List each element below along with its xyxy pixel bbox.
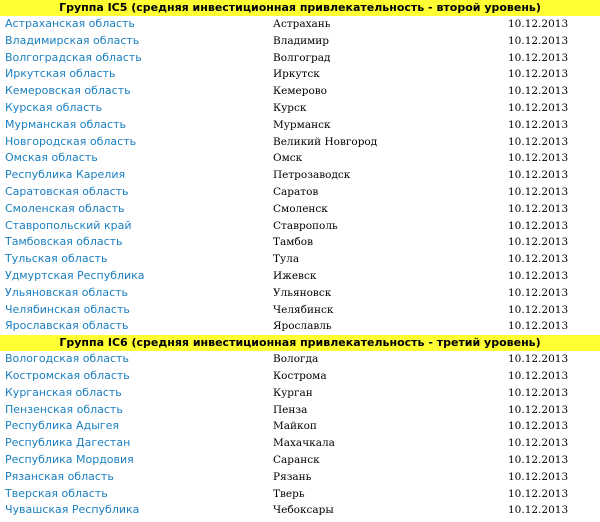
- date-cell: 10.12.2013: [508, 202, 569, 215]
- table-row: [0, 302, 600, 319]
- region-link[interactable]: Смоленская область: [5, 201, 125, 215]
- table-row: [0, 452, 600, 469]
- city-cell: Астрахань: [273, 18, 331, 30]
- city-cell: Тула: [273, 253, 300, 266]
- date-cell: 10.12.2013: [508, 219, 569, 232]
- city-cell: Вологда: [273, 353, 319, 366]
- table-row: [0, 351, 600, 368]
- region-link[interactable]: Иркутская область: [5, 67, 116, 81]
- table-row: [0, 117, 600, 134]
- table-row: [0, 418, 600, 435]
- city-cell: Владимир: [273, 34, 329, 47]
- region-link[interactable]: Ставропольский край: [5, 218, 132, 232]
- city-cell: Кострома: [273, 369, 327, 382]
- table-row: [0, 201, 600, 218]
- region-link[interactable]: Волгоградская область: [5, 50, 142, 64]
- date-cell: 10.12.2013: [508, 68, 569, 81]
- region-link[interactable]: Республика Адыгея: [5, 419, 119, 433]
- date-cell: 10.12.2013: [508, 470, 569, 483]
- city-cell: Ставрополь: [273, 219, 338, 232]
- date-cell: 10.12.2013: [508, 453, 569, 466]
- date-cell: 10.12.2013: [508, 169, 569, 182]
- region-link[interactable]: Курганская область: [5, 385, 122, 399]
- table-row: [0, 486, 600, 503]
- table-row: [0, 318, 600, 335]
- city-cell: Волгоград: [273, 51, 331, 64]
- table-row: [0, 385, 600, 402]
- region-link[interactable]: Омская область: [5, 151, 98, 165]
- date-cell: 10.12.2013: [508, 303, 569, 316]
- date-cell: 10.12.2013: [508, 504, 569, 517]
- region-link[interactable]: Чувашская Республика: [5, 503, 140, 517]
- table-row: [0, 33, 600, 50]
- table-row: [0, 234, 600, 251]
- table-row: [0, 368, 600, 385]
- date-cell: 10.12.2013: [508, 320, 569, 333]
- table-row: [0, 100, 600, 117]
- date-cell: 10.12.2013: [508, 118, 569, 131]
- city-cell: Пенза: [273, 403, 308, 416]
- table-row: [0, 50, 600, 67]
- city-cell: Иркутск: [273, 68, 320, 81]
- group-header-ic5: Группа IC5 (средняя инвестиционная привлекательность - второй уровень): [0, 0, 600, 16]
- group-header-ic6: Группа IC6 (средняя инвестиционная привлекательность - третий уровень): [0, 335, 600, 351]
- region-link[interactable]: Республика Мордовия: [5, 452, 134, 466]
- date-cell: 10.12.2013: [508, 85, 569, 98]
- region-link[interactable]: Новгородская область: [5, 134, 137, 148]
- table-row: [0, 285, 600, 302]
- region-link[interactable]: Ульяновская область: [5, 285, 129, 299]
- region-link[interactable]: Республика Дагестан: [5, 436, 131, 450]
- city-cell: Майкоп: [273, 420, 317, 433]
- city-cell: Омск: [273, 152, 303, 165]
- city-cell: Курган: [273, 386, 313, 399]
- region-link[interactable]: Владимирская область: [5, 33, 140, 47]
- date-cell: 10.12.2013: [508, 269, 569, 282]
- table-row: [0, 83, 600, 100]
- date-cell: 10.12.2013: [508, 286, 569, 299]
- date-cell: 10.12.2013: [508, 101, 569, 114]
- region-link[interactable]: Астраханская область: [5, 17, 135, 30]
- date-cell: 10.12.2013: [508, 353, 569, 366]
- date-cell: 10.12.2013: [508, 420, 569, 433]
- group-ic6-rows: [0, 351, 600, 519]
- date-cell: 10.12.2013: [508, 34, 569, 47]
- city-cell: Тамбов: [273, 236, 313, 249]
- city-cell: Ижевск: [273, 269, 317, 282]
- region-link[interactable]: Удмуртская Республика: [5, 268, 145, 282]
- date-cell: 10.12.2013: [508, 135, 569, 148]
- date-cell: 10.12.2013: [508, 386, 569, 399]
- date-cell: 10.12.2013: [508, 51, 569, 64]
- date-cell: 10.12.2013: [508, 403, 569, 416]
- city-cell: Ульяновск: [273, 286, 332, 299]
- region-link[interactable]: Саратовская область: [5, 184, 129, 198]
- region-link[interactable]: Костромская область: [5, 368, 130, 382]
- city-cell: Махачкала: [273, 437, 335, 450]
- date-cell: 10.12.2013: [508, 152, 569, 165]
- table-row: [0, 134, 600, 151]
- region-link[interactable]: Курская область: [5, 100, 103, 114]
- date-cell: 10.12.2013: [508, 185, 569, 198]
- group-ic5-rows: [0, 16, 600, 335]
- table-row: [0, 268, 600, 285]
- date-cell: 10.12.2013: [508, 437, 569, 450]
- region-link[interactable]: Рязанская область: [5, 469, 114, 483]
- region-link[interactable]: Вологодская область: [5, 352, 129, 366]
- city-cell: Кемерово: [273, 85, 327, 98]
- region-link[interactable]: Мурманская область: [5, 117, 126, 131]
- city-cell: Мурманск: [273, 118, 331, 131]
- table-row: [0, 66, 600, 83]
- region-link[interactable]: Кемеровская область: [5, 84, 131, 98]
- date-cell: 10.12.2013: [508, 487, 569, 500]
- table-row: [0, 16, 600, 33]
- table-row: [0, 218, 600, 235]
- city-cell: Тверь: [273, 487, 305, 500]
- region-link[interactable]: Ярославская область: [5, 319, 129, 333]
- city-cell: Чебоксары: [273, 504, 334, 517]
- date-cell: 10.12.2013: [508, 369, 569, 382]
- city-cell: Петрозаводск: [273, 169, 351, 182]
- date-cell: 10.12.2013: [508, 236, 569, 249]
- table-row: [0, 251, 600, 268]
- region-link[interactable]: Республика Карелия: [5, 168, 126, 182]
- table-row: [0, 435, 600, 452]
- region-link[interactable]: Тверская область: [5, 486, 108, 500]
- region-link[interactable]: Пензенская область: [5, 402, 123, 416]
- date-cell: 10.12.2013: [508, 18, 569, 30]
- table-row: [0, 150, 600, 167]
- region-link[interactable]: Тамбовская область: [5, 235, 123, 249]
- table-row: [0, 502, 600, 519]
- table-row: [0, 402, 600, 419]
- city-cell: Великий Новгород: [273, 135, 378, 148]
- region-link[interactable]: Тульская область: [5, 252, 108, 266]
- date-cell: 10.12.2013: [508, 253, 569, 266]
- table-row: [0, 469, 600, 486]
- table-row: [0, 184, 600, 201]
- table-row: [0, 167, 600, 184]
- city-cell: Смоленск: [273, 202, 328, 215]
- city-cell: Курск: [273, 101, 307, 114]
- city-cell: Челябинск: [273, 303, 334, 316]
- city-cell: Саратов: [273, 185, 319, 198]
- city-cell: Ярославль: [273, 320, 332, 333]
- region-link[interactable]: Челябинская область: [5, 302, 130, 316]
- city-cell: Саранск: [273, 453, 320, 466]
- city-cell: Рязань: [273, 470, 312, 483]
